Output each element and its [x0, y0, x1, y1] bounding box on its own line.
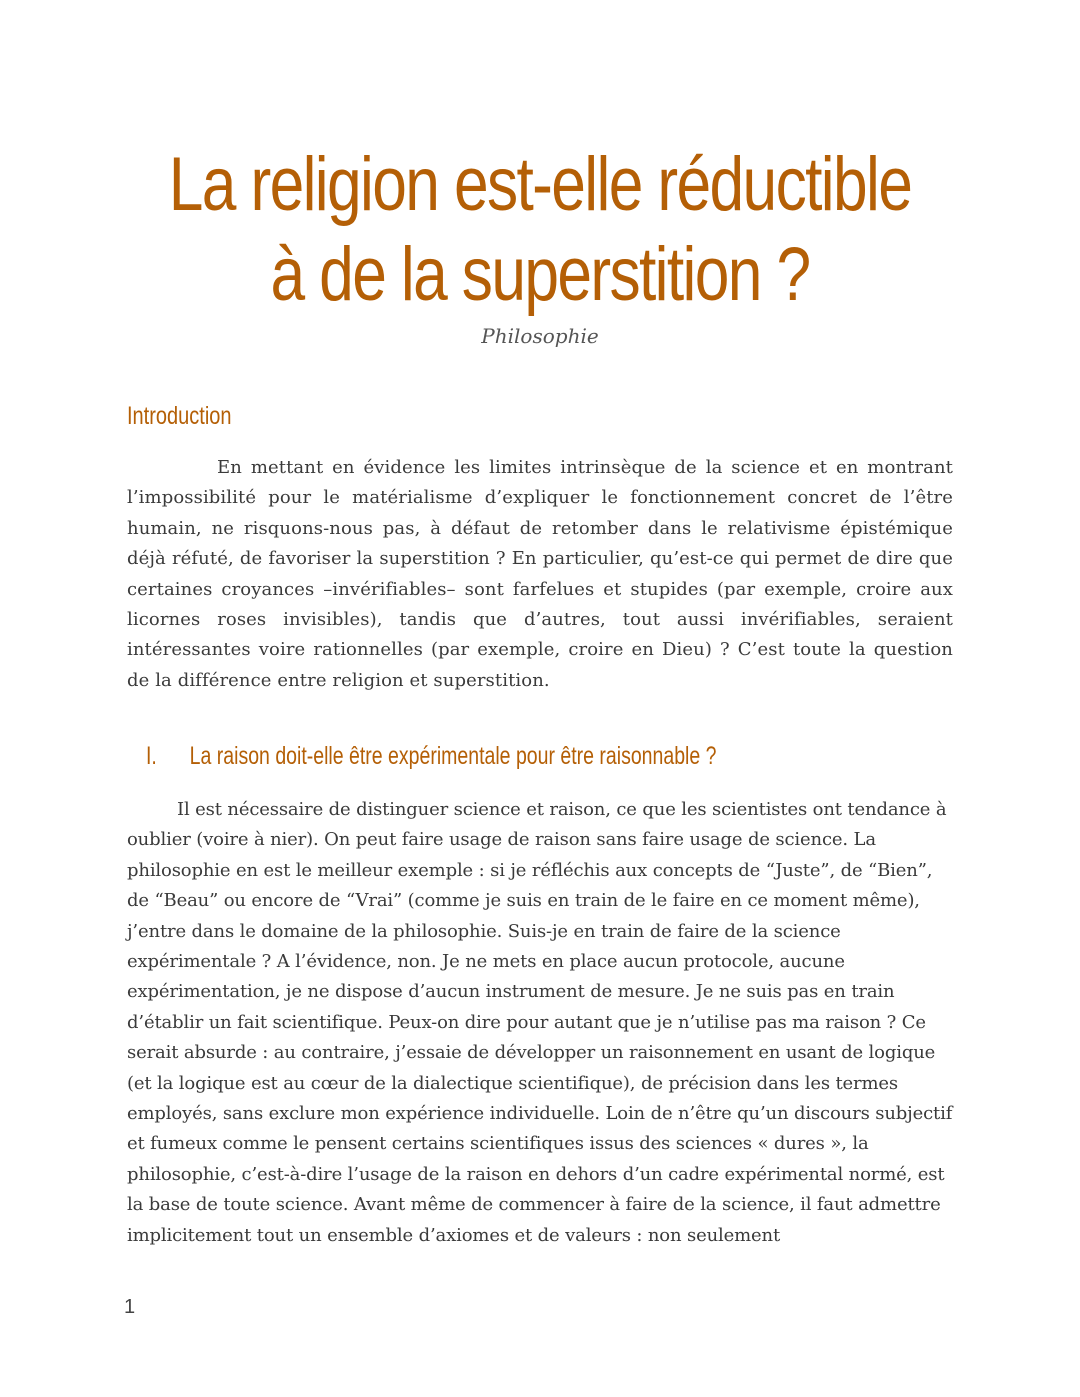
section-1-paragraph: Il est nécessaire de distinguer science et raison, ce que les scientistes ont tendance à oublier (voire à nier). On peut faire usage de raison sans faire usage de science. La philosophie en est le meilleur exemple : si je réfléchis aux concepts de “Juste”, de “Bien”, de “Beau” ou encore de “Vrai” (comme je suis en train de le faire en ce moment même), j’entre dans le domaine de la philosophie. Suis-je en train de faire de la science expérimentale ? A l’évidence, non. Je ne mets en place aucun protocole, aucune expérimentation, je ne dispose d’aucun instrument de mesure. Je ne suis pas en train d’établir un fait scientifique. Peux-on dire pour autant que je n’utilise pas ma raison ? Ce serait absurde : au contraire, j’essaie de développer un raisonnement en usant de logique (et la logique est au cœur de la dialectique scientifique), de précision dans les termes employés, sans exclure mon expérience individuelle. Loin de n’être qu’un discours subjectif et fumeux comme le pensent certains scientifiques issus des sciences « dures », la philosophie, c’est-à-dire l’usage de la raison en dehors d’un cadre expérimental normé, est la base de toute science. Avant même de commencer à faire de la science, il faut admettre implicitement tout un ensemble d’axiomes et de valeurs : non seulement	[127, 799, 953, 1246]
introduction-heading: Introduction	[127, 402, 232, 430]
page-number: 1	[124, 1296, 136, 1318]
section-1-heading	[146, 740, 716, 772]
document-title	[146, 140, 933, 320]
section-1-title: La raison doit-elle être expérimentale pour être raisonnable ?	[189, 742, 717, 770]
document-subtitle: Philosophie	[481, 324, 599, 348]
introduction-paragraph: En mettant en évidence les limites intrinsèque de la science et en montrant l’impossibilité pour le matérialisme d’expliquer le fonctionnement concret de l’être humain, ne risquons-nous pas, à défaut de retomber dans le relativisme épistémique déjà réfuté, de favoriser la superstition ? En particulier, qu’est-ce qui permet de dire que certaines croyances –invérifiables– sont farfelues et stupides (par exemple, croire aux licornes roses invisibles), tandis que d’autres, tout aussi invérifiables, seraient intéressantes voire rationnelles (par exemple, croire en Dieu) ? C’est toute la question de la différence entre religion et superstition.	[127, 457, 953, 691]
title-line-2: à de la superstition ?	[270, 232, 810, 317]
title-line-1: La religion est-elle réductible	[168, 142, 912, 227]
section-1-number: I.	[146, 742, 157, 770]
